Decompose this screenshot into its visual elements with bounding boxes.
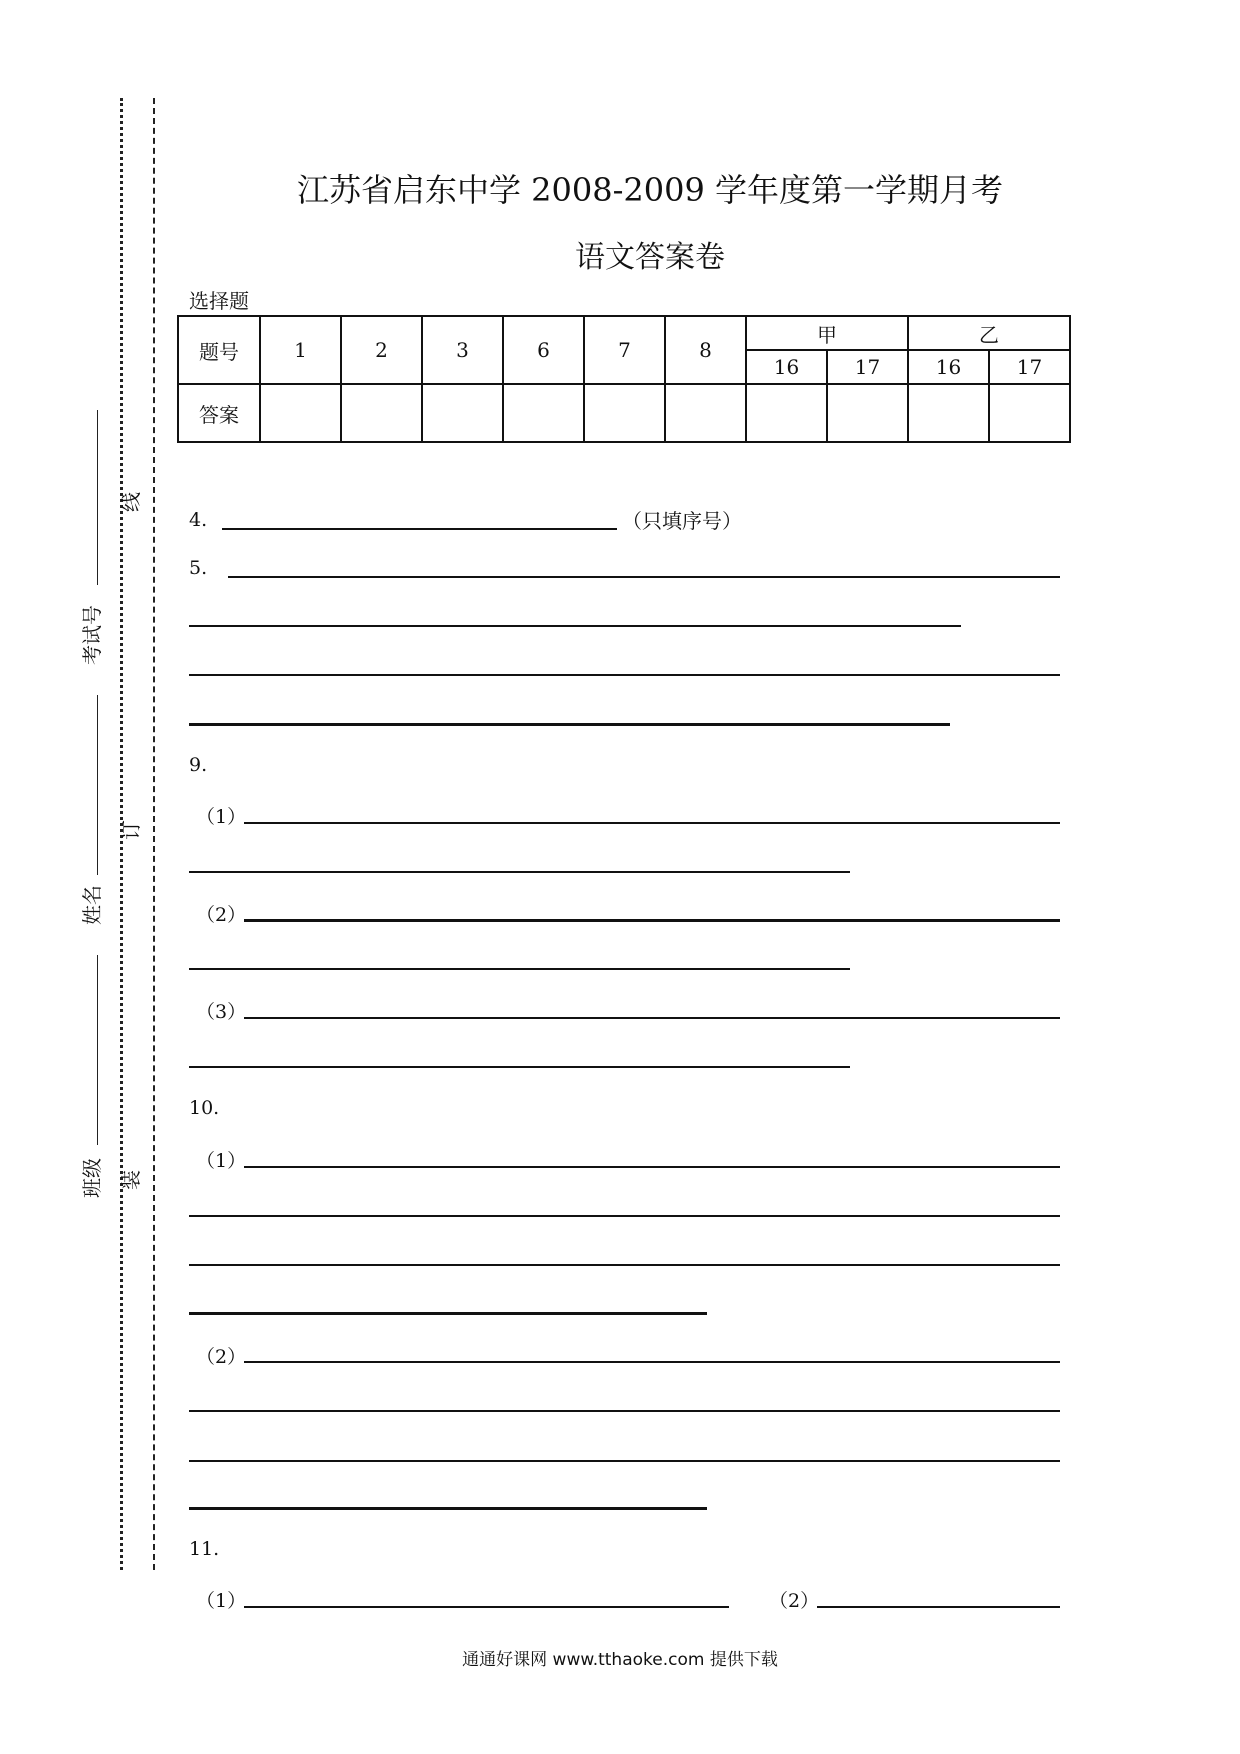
q10-part2-line[interactable] [244,1361,1060,1363]
page-title: 江苏省启东中学 2008-2009 学年度第一学期月考 [296,171,1004,209]
q9-part1-line[interactable] [189,871,850,873]
col-number: 3 [422,316,503,384]
q4-note: （只填序号） [622,509,742,533]
col-number: 1 [260,316,341,384]
answer-cell[interactable] [908,384,989,442]
q10-part2-line[interactable] [189,1410,1060,1412]
col-sub: 17 [989,350,1070,384]
q10-part1-line[interactable] [189,1264,1060,1266]
q9-part2-line[interactable] [189,968,850,970]
q9-part2-line[interactable] [244,919,1060,922]
q10-part2-label: （2） [196,1346,247,1368]
q9-part3-label: （3） [196,1001,247,1023]
row-header-number: 题号 [178,316,260,384]
q11-label: 11. [189,1538,220,1560]
q5-answer-line[interactable] [228,576,1060,578]
binding-zhuang: 装 [119,1170,143,1190]
answer-cell[interactable] [584,384,665,442]
q4-label: 4. [189,509,208,531]
answer-cell[interactable] [746,384,827,442]
q10-part1-label: （1） [196,1150,247,1172]
name-field[interactable] [97,695,98,875]
page-subtitle: 语文答案卷 [575,240,725,275]
q9-part1-line[interactable] [244,822,1060,824]
answer-cell[interactable] [341,384,422,442]
q10-part2-line[interactable] [189,1507,707,1510]
q10-part1-line[interactable] [189,1312,707,1315]
binding-ding: 订 [119,820,143,840]
q11-part1-line[interactable] [244,1606,729,1608]
answer-cell[interactable] [827,384,908,442]
q11-part1-label: （1） [196,1590,247,1612]
col-number: 2 [341,316,422,384]
q5-answer-line[interactable] [189,625,961,627]
row-header-answer: 答案 [178,384,260,442]
q9-part3-line[interactable] [189,1066,850,1068]
q9-part2-label: （2） [196,904,247,926]
name-label: 姓名 [80,885,104,925]
q5-label: 5. [189,557,208,579]
answer-cell[interactable] [422,384,503,442]
col-number: 6 [503,316,584,384]
q11-part2-line[interactable] [817,1606,1060,1608]
q11-part2-label: （2） [769,1590,820,1612]
q9-part1-label: （1） [196,806,247,828]
q9-part3-line[interactable] [244,1017,1060,1019]
answer-cell[interactable] [989,384,1070,442]
group-b-header: 乙 [908,316,1070,350]
q5-answer-line[interactable] [189,723,950,726]
col-number: 8 [665,316,746,384]
q4-answer-line[interactable] [222,528,617,530]
q9-label: 9. [189,754,208,776]
col-sub: 17 [827,350,908,384]
class-field[interactable] [97,955,98,1145]
class-label: 班级 [80,1158,104,1198]
q10-label: 10. [189,1097,220,1119]
binding-dashed-line [153,98,155,1570]
choice-answer-table [177,315,1071,443]
q10-part2-line[interactable] [189,1460,1060,1462]
col-sub: 16 [746,350,827,384]
col-sub: 16 [908,350,989,384]
choice-section-label: 选择题 [189,289,249,313]
answer-cell[interactable] [260,384,341,442]
answer-cell[interactable] [665,384,746,442]
exam-no-field[interactable] [97,410,98,585]
col-number: 7 [584,316,665,384]
q10-part1-line[interactable] [189,1215,1060,1217]
footer-source: 通通好课网 www.tthaoke.com 提供下载 [462,1650,778,1670]
q10-part1-line[interactable] [244,1166,1060,1168]
exam-no-label: 考试号 [80,605,104,665]
q5-answer-line[interactable] [189,674,1060,676]
group-a-header: 甲 [746,316,908,350]
binding-xian: 线 [119,492,143,512]
answer-cell[interactable] [503,384,584,442]
